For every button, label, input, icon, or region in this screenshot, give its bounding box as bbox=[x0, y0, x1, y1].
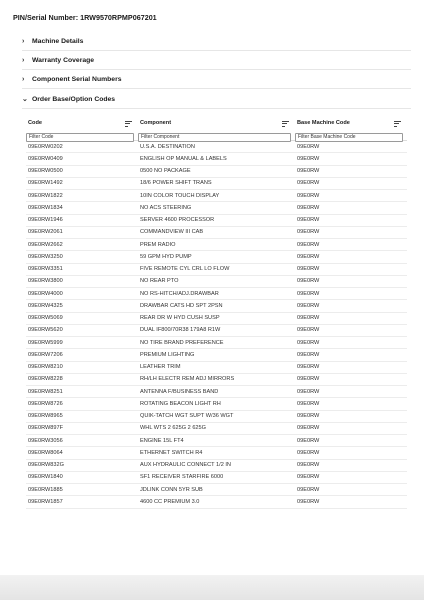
cell-code: 09E0RW1822 bbox=[28, 192, 63, 199]
cell-base-machine-code: 09E0RW bbox=[297, 217, 320, 224]
cell-code: 09E0RW2061 bbox=[28, 229, 63, 236]
cell-component: 59 GPM HYD PUMP bbox=[140, 253, 192, 260]
cell-code: 09E0RW1885 bbox=[28, 486, 63, 493]
table-row[interactable] bbox=[26, 276, 407, 288]
cell-base-machine-code: 09E0RW bbox=[297, 400, 320, 407]
table-row[interactable] bbox=[26, 215, 407, 227]
cell-code: 09E0RW5999 bbox=[28, 339, 63, 346]
cell-component: WHL WTS 2 625G 2 625G bbox=[140, 425, 207, 432]
cell-base-machine-code: 09E0RW bbox=[297, 364, 320, 371]
cell-code: 09E0RW832G bbox=[28, 462, 64, 469]
cell-component: DRAWBAR CATS HD SPT 2PSN bbox=[140, 302, 223, 309]
cell-component: QUIK-TATCH WGT SUPT W/36 WGT bbox=[140, 413, 234, 420]
cell-base-machine-code: 09E0RW bbox=[297, 229, 320, 236]
section-label: Order Base/Option Codes bbox=[32, 95, 116, 103]
chevron-right-icon: › bbox=[22, 37, 25, 45]
cell-code: 09E0RW8064 bbox=[28, 449, 63, 456]
table-row[interactable] bbox=[26, 496, 407, 508]
cell-base-machine-code: 09E0RW bbox=[297, 168, 320, 175]
table-row[interactable] bbox=[26, 325, 407, 337]
cell-component: FIVE REMOTE CYL CRL LO FLOW bbox=[140, 266, 230, 273]
filter-base-machine-code-input[interactable] bbox=[295, 133, 403, 142]
cell-code: 09E0RW1946 bbox=[28, 217, 63, 224]
table-row[interactable] bbox=[26, 202, 407, 214]
cell-component: ETHERNET SWITCH R4 bbox=[140, 449, 203, 456]
table-row[interactable] bbox=[26, 166, 407, 178]
cell-base-machine-code: 09E0RW bbox=[297, 266, 320, 273]
cell-code: 09E0RW4000 bbox=[28, 290, 63, 297]
pin-serial-number: PIN/Serial Number: 1RW9570RPMP067201 bbox=[13, 13, 157, 22]
column-header-code[interactable]: Code bbox=[26, 120, 138, 126]
cell-base-machine-code: 09E0RW bbox=[297, 351, 320, 358]
option-codes-table bbox=[26, 118, 407, 509]
cell-code: 09E0RW1492 bbox=[28, 180, 63, 187]
cell-base-machine-code: 09E0RW bbox=[297, 253, 320, 260]
cell-code: 09E0RW2662 bbox=[28, 241, 63, 248]
cell-component: U.S.A. DESTINATION bbox=[140, 143, 195, 150]
cell-component: ENGINE 15L FT4 bbox=[140, 437, 184, 444]
table-body bbox=[26, 141, 407, 509]
table-row[interactable] bbox=[26, 239, 407, 251]
cell-base-machine-code: 09E0RW bbox=[297, 180, 320, 187]
cell-base-machine-code: 09E0RW bbox=[297, 278, 320, 285]
cell-component: REAR DR W HYD CUSH SUSP bbox=[140, 315, 220, 322]
cell-component: 18/6 POWER SHIFT TRANS bbox=[140, 180, 212, 187]
cell-code: 09E0RW3800 bbox=[28, 278, 63, 285]
page-footer bbox=[0, 575, 424, 600]
table-row[interactable] bbox=[26, 386, 407, 398]
cell-base-machine-code: 09E0RW bbox=[297, 413, 320, 420]
cell-code: 09E0RW4325 bbox=[28, 302, 63, 309]
cell-component: SERVER 4600 PROCESSOR bbox=[140, 217, 215, 224]
cell-code: 09E0RW8228 bbox=[28, 376, 63, 383]
cell-code: 09E0RW1834 bbox=[28, 204, 63, 211]
table-row[interactable] bbox=[26, 484, 407, 496]
table-row[interactable] bbox=[26, 264, 407, 276]
cell-code: 09E0RW3351 bbox=[28, 266, 63, 273]
table-row[interactable] bbox=[26, 472, 407, 484]
chevron-right-icon: › bbox=[22, 75, 25, 83]
cell-component: AUX HYDRAULIC CONNECT 1/2 IN bbox=[140, 462, 231, 469]
cell-component: 4600 CC PREMIUM 3.0 bbox=[140, 498, 200, 505]
cell-code: 09E0RW0202 bbox=[28, 143, 63, 150]
cell-base-machine-code: 09E0RW bbox=[297, 449, 320, 456]
table-row[interactable] bbox=[26, 337, 407, 349]
cell-base-machine-code: 09E0RW bbox=[297, 376, 320, 383]
cell-base-machine-code: 09E0RW bbox=[297, 474, 320, 481]
section-label: Machine Details bbox=[32, 37, 84, 45]
cell-code: 09E0RW8251 bbox=[28, 388, 63, 395]
table-row[interactable] bbox=[26, 362, 407, 374]
cell-component: 10IN COLOR TOUCH DISPLAY bbox=[140, 192, 220, 199]
cell-code: 09E0RW8726 bbox=[28, 400, 63, 407]
section-component-serial-numbers[interactable] bbox=[22, 70, 411, 89]
cell-component: NO REAR PTO bbox=[140, 278, 179, 285]
table-row[interactable] bbox=[26, 423, 407, 435]
cell-base-machine-code: 09E0RW bbox=[297, 155, 320, 162]
cell-base-machine-code: 09E0RW bbox=[297, 327, 320, 334]
cell-base-machine-code: 09E0RW bbox=[297, 302, 320, 309]
filter-component-input[interactable] bbox=[138, 133, 291, 142]
column-header-component[interactable]: Component bbox=[138, 120, 295, 126]
table-row[interactable] bbox=[26, 313, 407, 325]
cell-code: 09E0RW1857 bbox=[28, 498, 63, 505]
filter-code-input[interactable] bbox=[26, 133, 134, 142]
table-row[interactable] bbox=[26, 374, 407, 386]
cell-code: 09E0RW7206 bbox=[28, 351, 63, 358]
chevron-right-icon: › bbox=[22, 56, 25, 64]
cell-base-machine-code: 09E0RW bbox=[297, 241, 320, 248]
table-row[interactable] bbox=[26, 435, 407, 447]
cell-code: 09E0RW8965 bbox=[28, 413, 63, 420]
table-row[interactable] bbox=[26, 447, 407, 459]
cell-component: 0500 NO PACKAGE bbox=[140, 168, 191, 175]
table-row[interactable] bbox=[26, 288, 407, 300]
cell-component: NO ACS STEERING bbox=[140, 204, 192, 211]
cell-component: SF1 RECEIVER STARFIRE 6000 bbox=[140, 474, 224, 481]
table-row[interactable] bbox=[26, 141, 407, 153]
cell-base-machine-code: 09E0RW bbox=[297, 437, 320, 444]
cell-component: RH/LH ELECTR REM ADJ MIRRORS bbox=[140, 376, 235, 383]
cell-code: 09E0RW5620 bbox=[28, 327, 63, 334]
cell-base-machine-code: 09E0RW bbox=[297, 425, 320, 432]
section-label: Component Serial Numbers bbox=[32, 75, 122, 83]
cell-code: 09E0RW3250 bbox=[28, 253, 63, 260]
table-row[interactable] bbox=[26, 300, 407, 312]
cell-component: PREM RADIO bbox=[140, 241, 176, 248]
menu-icon[interactable] bbox=[394, 121, 401, 128]
column-header-base-machine-code[interactable]: Base Machine Code bbox=[295, 120, 407, 126]
section-order-base-option-codes[interactable] bbox=[22, 90, 411, 109]
table-row[interactable] bbox=[26, 190, 407, 202]
cell-code: 09E0RW1840 bbox=[28, 474, 63, 481]
table-row[interactable] bbox=[26, 460, 407, 472]
filter-row bbox=[26, 128, 407, 141]
chevron-down-icon: ⌄ bbox=[22, 96, 28, 103]
table-row[interactable] bbox=[26, 178, 407, 190]
cell-base-machine-code: 09E0RW bbox=[297, 192, 320, 199]
cell-code: 09E0RW897F bbox=[28, 425, 64, 432]
cell-component: COMMANDVIEW III CAB bbox=[140, 229, 204, 236]
cell-base-machine-code: 09E0RW bbox=[297, 486, 320, 493]
cell-code: 09E0RW0500 bbox=[28, 168, 63, 175]
cell-base-machine-code: 09E0RW bbox=[297, 290, 320, 297]
cell-component: PREMIUM LIGHTING bbox=[140, 351, 195, 358]
cell-component: DUAL IF800/70R38 179A8 R1W bbox=[140, 327, 221, 334]
cell-base-machine-code: 09E0RW bbox=[297, 462, 320, 469]
cell-base-machine-code: 09E0RW bbox=[297, 388, 320, 395]
section-label: Warranty Coverage bbox=[32, 56, 95, 64]
section-machine-details[interactable] bbox=[22, 32, 411, 51]
table-row[interactable] bbox=[26, 349, 407, 361]
cell-component: NO TIRE BRAND PREFERENCE bbox=[140, 339, 224, 346]
section-warranty-coverage[interactable] bbox=[22, 51, 411, 70]
table-row[interactable] bbox=[26, 411, 407, 423]
table-row[interactable] bbox=[26, 398, 407, 410]
cell-base-machine-code: 09E0RW bbox=[297, 143, 320, 150]
cell-code: 09E0RW8210 bbox=[28, 364, 63, 371]
table-row[interactable] bbox=[26, 251, 407, 263]
cell-base-machine-code: 09E0RW bbox=[297, 315, 320, 322]
cell-component: LEATHER TRIM bbox=[140, 364, 181, 371]
menu-icon[interactable] bbox=[125, 121, 132, 128]
cell-component: NO RS-HITCH/ADJ.DRAWBAR bbox=[140, 290, 219, 297]
cell-component: ANTENNA F/BUSINESS BAND bbox=[140, 388, 219, 395]
cell-component: ENGLISH OP MANUAL & LABELS bbox=[140, 155, 227, 162]
cell-base-machine-code: 09E0RW bbox=[297, 498, 320, 505]
table-row[interactable] bbox=[26, 153, 407, 165]
menu-icon[interactable] bbox=[282, 121, 289, 128]
cell-component: ROTATING BEACON LIGHT RH bbox=[140, 400, 221, 407]
cell-code: 09E0RW3056 bbox=[28, 437, 63, 444]
cell-code: 09E0RW0409 bbox=[28, 155, 63, 162]
table-row[interactable] bbox=[26, 227, 407, 239]
cell-code: 09E0RW5069 bbox=[28, 315, 63, 322]
cell-base-machine-code: 09E0RW bbox=[297, 204, 320, 211]
cell-component: JDLINK CONN 5YR SUB bbox=[140, 486, 203, 493]
cell-base-machine-code: 09E0RW bbox=[297, 339, 320, 346]
